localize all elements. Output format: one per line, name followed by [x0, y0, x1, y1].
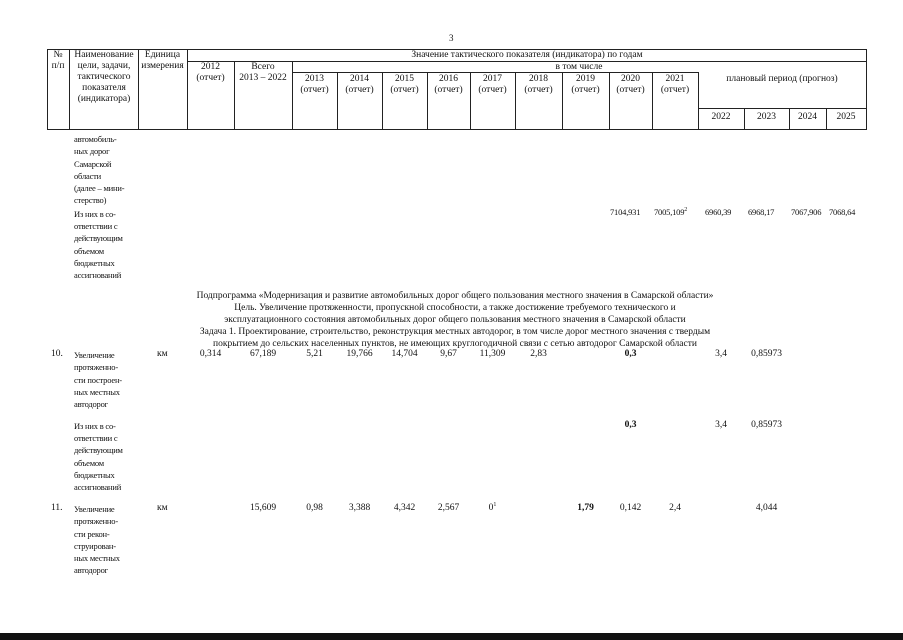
header-values-title: Значение тактического показателя (индикатора) по годам — [411, 50, 643, 60]
header-plan-2024: 2024 — [798, 112, 817, 122]
header-unit: Единица измерения — [141, 50, 184, 71]
header-plan-2025: 2025 — [836, 112, 856, 122]
header-planning-period: плановый период (прогноз) — [726, 74, 838, 84]
row10-2020: 0,3 — [624, 349, 637, 359]
header-year-2020: 2020 (отчет) — [616, 74, 645, 95]
row11-total: 15,609 — [249, 503, 277, 513]
row11-2015: 4,342 — [393, 503, 416, 513]
budget-row-2025: 7068,64 — [829, 207, 856, 217]
row11-name: Увеличение протяженно- сти рекон- струирован- ных местных автодорог — [74, 504, 120, 576]
scan-edge — [0, 633, 903, 640]
row11-2021: 2,4 — [669, 503, 681, 513]
header-year-2013: 2013 (отчет) — [300, 74, 329, 95]
row11-2014: 3,388 — [348, 503, 371, 513]
subprogram-goal-line2: эксплуатационного состояния автомобильных дорог общего пользования местного значения в Самарской области — [224, 315, 686, 325]
row10-budget-2020: 0,3 — [624, 420, 637, 430]
row11-2019: 1,79 — [577, 503, 594, 513]
header-including: в том числе — [555, 62, 603, 72]
row10-2016: 9,67 — [440, 349, 457, 359]
subprogram-task-line1: Задача 1. Проектирование, строительство, реконструкция местных автодорог, в том числе дорог местного значения с твердым — [199, 327, 711, 337]
header-total: Всего 2013 – 2022 — [239, 62, 287, 83]
row11-2013: 0,98 — [306, 503, 323, 513]
subprogram-title: Подпрограмма «Модернизация и развитие автомобильных дорог общего пользования местного значения в Самарской области» — [196, 291, 714, 301]
budget-row-2020: 7104,931 — [610, 207, 641, 217]
row10-2015: 14,704 — [391, 349, 418, 359]
row10-unit: км — [157, 349, 168, 359]
budget-row-2022: 6960,39 — [705, 207, 732, 217]
header-year-2021: 2021 (отчет) — [660, 74, 690, 95]
row10-name: Увеличение протяженно- сти построен- ных местных автодорог — [74, 350, 122, 410]
header-year-2019: 2019 (отчет) — [571, 74, 600, 95]
row10-budget-2023: 0,85973 — [751, 420, 782, 430]
header-number: № п/п — [51, 50, 65, 71]
budget-row-2023: 6968,17 — [748, 207, 775, 217]
page-number: 3 — [449, 33, 454, 43]
subprogram-task-line2: покрытием до сельских населенных пунктов, не имеющих круглогодичной связи с сетью автодорог Самарской области — [213, 339, 697, 349]
continued-indicator-name: автомобиль- ных дорог Самарской области (далее – мини- стерство) — [74, 134, 125, 206]
row10-2014: 19,766 — [346, 349, 373, 359]
header-plan-2023: 2023 — [757, 112, 776, 122]
row11-number: 11. — [51, 503, 63, 513]
budget-row-2024: 7067,906 — [791, 207, 822, 217]
row10-2017: 11,309 — [479, 349, 506, 359]
header-year-2015: 2015 (отчет) — [390, 74, 419, 95]
subprogram-goal-line1: Цель. Увеличение протяженности, пропускной способности, а также достижение требуемого технического и — [234, 303, 676, 313]
budget-row-name: Из них в со- ответствии с действующим объемом бюджетных ассигнований — [74, 209, 123, 281]
header-2012: 2012 (отчет) — [196, 62, 225, 83]
header-plan-2022: 2022 — [711, 112, 731, 122]
header-year-2016: 2016 (отчет) — [434, 74, 463, 95]
row11-unit: км — [157, 503, 168, 513]
row10-2012: 0,314 — [199, 349, 222, 359]
row11-2017: $0^1$ — [488, 501, 497, 513]
row10-budget-2022: 3,4 — [715, 420, 727, 430]
row10-2023: 0,85973 — [751, 349, 782, 359]
header-year-2018: 2018 (отчет) — [524, 74, 553, 95]
row10-2018: 2,83 — [530, 349, 547, 359]
row10-number: 10. — [51, 349, 63, 359]
budget-row-2021: 7005,109$^2$ — [654, 207, 688, 217]
header-name: Наименование цели, задачи, тактического показателя (индикатора) — [74, 50, 134, 104]
header-year-2014: 2014 (отчет) — [345, 74, 374, 95]
row10-2022: 3,4 — [715, 349, 727, 359]
header-year-2017: 2017 (отчет) — [478, 74, 507, 95]
row11-2020: 0,142 — [619, 503, 642, 513]
row11-2023: 4,044 — [755, 503, 778, 513]
row10-total: 67,189 — [249, 349, 277, 359]
row10-2013: 5,21 — [306, 349, 323, 359]
row11-2016: 2,567 — [437, 503, 460, 513]
row10-budget-name: Из них в со- ответствии с действующим объемом бюджетных ассигнований — [74, 421, 123, 493]
